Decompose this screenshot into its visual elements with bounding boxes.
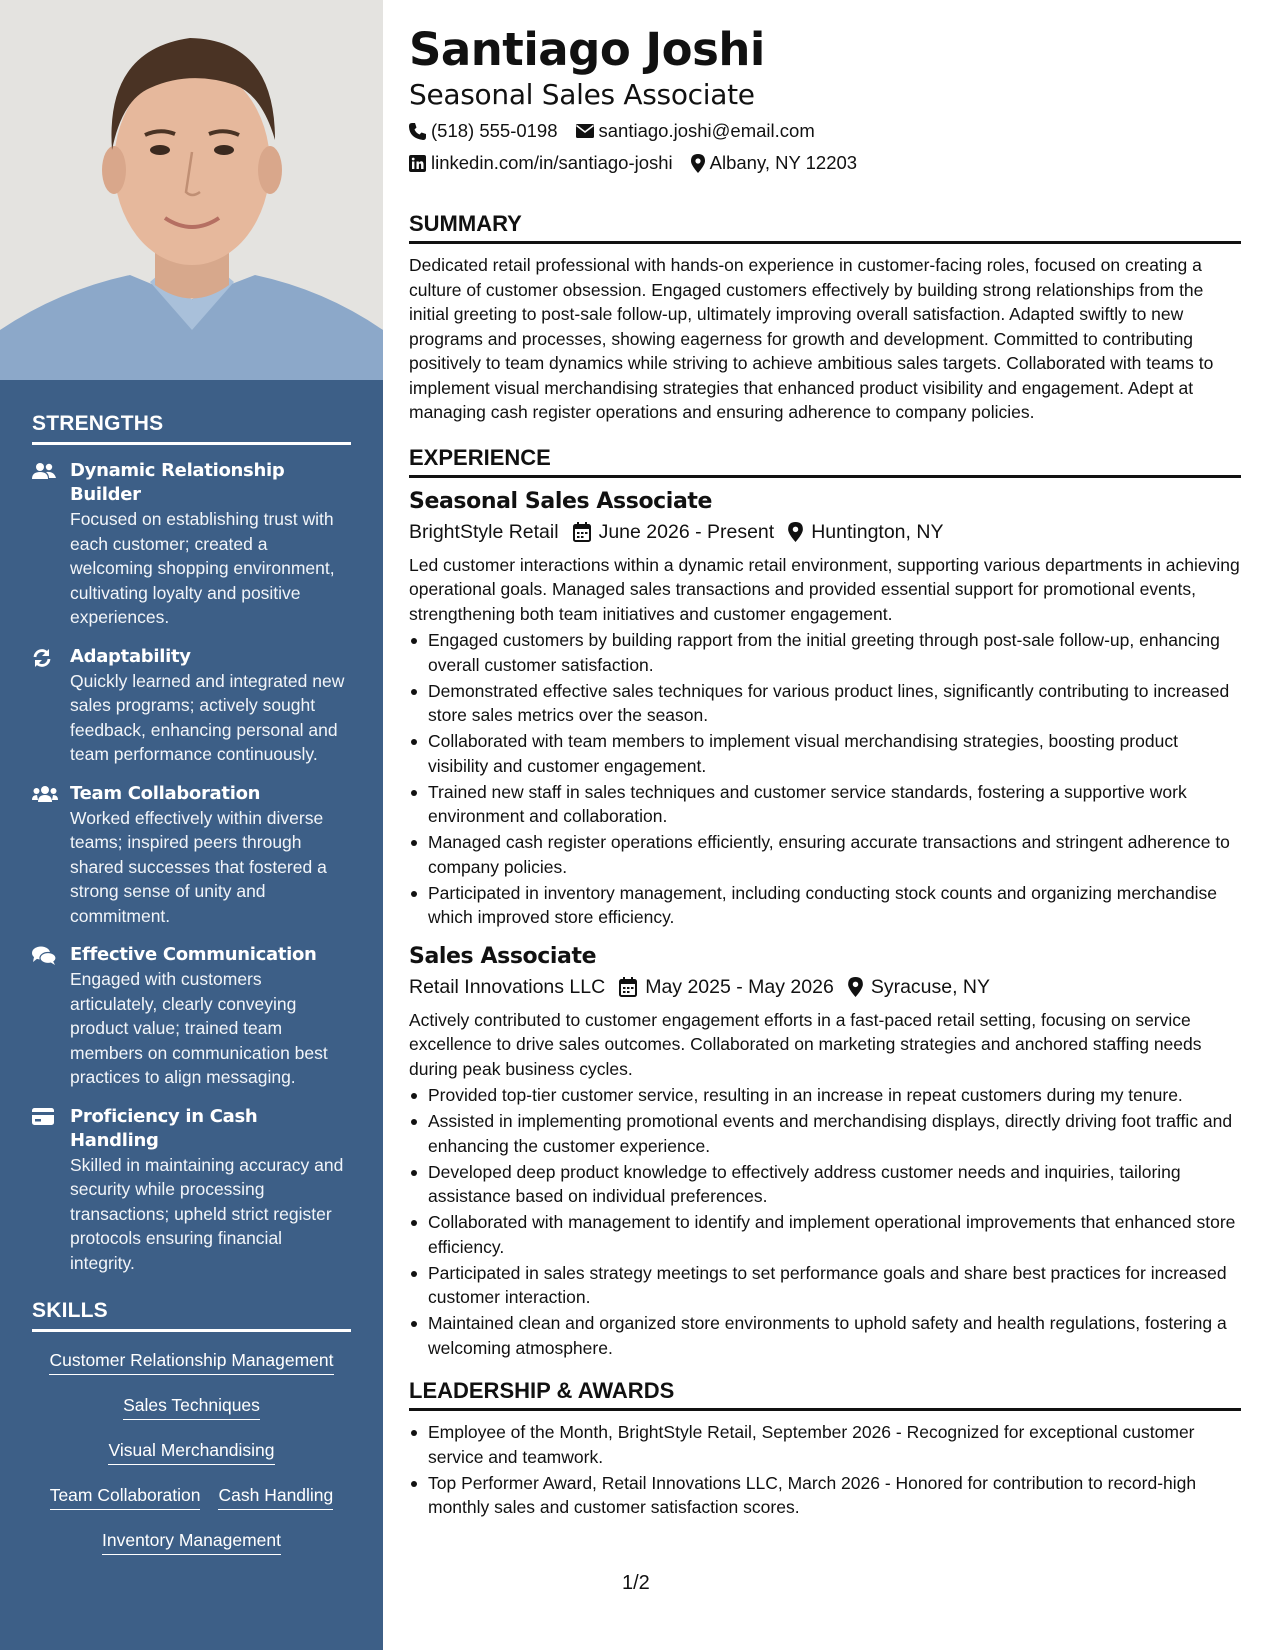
job-bullet: Trained new staff in sales techniques and customer service standards, fostering a supportive work environment and collaboration.: [409, 780, 1241, 829]
job-company: Retail Innovations LLC: [409, 975, 606, 998]
envelope-icon: [576, 124, 594, 138]
strength-title: Team Collaboration: [70, 782, 261, 804]
main-content: [409, 0, 1241, 1521]
job-bullet: Maintained clean and organized store environments to uphold safety and health regulations, fostering a welcoming atmosphere.: [409, 1311, 1241, 1360]
strength-item: [32, 943, 351, 1090]
summary-text: Dedicated retail professional with hands-on experience in customer-facing roles, focused on creating a culture of customer obsession. Engaged customers effectively by building strong relationships from the initial greeting to post-sale follow-up, ultimately improving overall satisfaction. Adapted swiftly to new programs and processes, showing eagerness for growth and development. Committed to contributing positively to team dynamics while striving to achieve ambitious sales targets. Collaborated with teams to implement visual merchandising strategies that enhanced product visibility and engagement. Adept at managing cash register operations and ensuring adherence to company policies.: [409, 255, 1214, 422]
award-item: Employee of the Month, BrightStyle Retail, September 2026 - Recognized for exceptional customer service and teamwork.: [409, 1420, 1241, 1469]
job-bullet: Collaborated with team members to implement visual merchandising strategies, boosting product visibility and customer engagement.: [409, 729, 1241, 778]
job-bullet: Participated in sales strategy meetings to set performance goals and share best practices for increased customer interaction.: [409, 1261, 1241, 1310]
experience-heading: EXPERIENCE: [409, 445, 1241, 478]
job-entry: [409, 487, 1241, 930]
phone-icon: [409, 123, 426, 140]
skill-tag: Cash Handling: [218, 1485, 333, 1510]
strength-item: [32, 459, 351, 630]
job-bullet: Engaged customers by building rapport from the initial greeting through post-sale follow-up, enhancing overall customer satisfaction.: [409, 628, 1241, 677]
strength-item: [32, 645, 351, 767]
refresh-icon: [32, 645, 70, 767]
strength-item: [32, 1105, 351, 1276]
linkedin-text: linkedin.com/in/santiago-joshi: [431, 152, 673, 173]
job-meta: [409, 972, 1241, 1002]
map-pin-icon: [848, 977, 863, 997]
strength-title: Proficiency in Cash Handling: [70, 1105, 258, 1151]
job-role: Sales Associate: [409, 943, 597, 969]
award-item: Top Performer Award, Retail Innovations LLC, March 2026 - Honored for contribution to record-high monthly sales and customer satisfaction scores.: [409, 1471, 1241, 1520]
calendar-icon: [573, 522, 591, 542]
profile-photo: [0, 0, 383, 380]
job-bullets: [409, 1083, 1241, 1360]
skills-list: [32, 1350, 351, 1555]
location-contact: [691, 149, 857, 177]
linkedin-contact[interactable]: [409, 149, 673, 177]
phone-text: (518) 555-0198: [431, 120, 558, 141]
job-bullet: Participated in inventory management, including conducting stock counts and organizing merchandise which improved store efficiency.: [409, 881, 1241, 930]
strength-desc: Focused on establishing trust with each customer; created a welcoming shopping environment, cultivating loyalty and positive experiences.: [70, 509, 335, 627]
job-dates: June 2026 - Present: [598, 520, 775, 543]
skill-tag: Visual Merchandising: [108, 1440, 274, 1465]
job-bullet: Demonstrated effective sales techniques for various product lines, significantly contributing to increased store sales metrics over the season.: [409, 679, 1241, 728]
job-bullet: Collaborated with management to identify and implement operational improvements that enhanced store efficiency.: [409, 1210, 1241, 1259]
strength-desc: Skilled in maintaining accuracy and security while processing transactions; upheld strict register protocols ensuring financial integrity.: [70, 1154, 344, 1273]
strength-item: [32, 782, 351, 929]
job-bullet: Developed deep product knowledge to effectively address customer needs and inquiries, tailoring assistance based on individual preferences.: [409, 1160, 1241, 1209]
credit-card-icon: [32, 1105, 70, 1276]
email-contact[interactable]: [576, 117, 815, 145]
email-text: santiago.joshi@email.com: [598, 120, 815, 141]
sidebar-content: [32, 412, 351, 1555]
linkedin-icon: [409, 155, 426, 172]
contact-row: [409, 149, 1241, 177]
job-bullet: Assisted in implementing promotional events and merchandising displays, directly driving foot traffic and enhancing the customer experience.: [409, 1109, 1241, 1158]
strength-desc: Worked effectively within diverse teams; inspired peers through shared successes that fostered a strong sense of unity and commitment.: [70, 807, 327, 926]
job-company: BrightStyle Retail: [409, 520, 559, 543]
strengths-heading: STRENGTHS: [32, 412, 351, 445]
skill-tag: Team Collaboration: [50, 1485, 201, 1510]
calendar-icon: [619, 977, 637, 997]
strength-desc: Quickly learned and integrated new sales programs; actively sought feedback, enhancing personal and team performance continuously.: [70, 670, 345, 764]
strength-title: Dynamic Relationship Builder: [70, 460, 285, 505]
team-icon: [32, 782, 70, 929]
job-location: Syracuse, NY: [870, 975, 991, 998]
skill-tag: Sales Techniques: [123, 1395, 260, 1420]
phone-contact: [409, 117, 558, 145]
job-bullet: Managed cash register operations efficiently, ensuring accurate transactions and stringent adherence to company policies.: [409, 830, 1241, 879]
candidate-name: Santiago Joshi: [409, 23, 765, 76]
job-bullet: Provided top-tier customer service, resulting in an increase in repeat customers during my tenure.: [409, 1083, 1241, 1108]
job-meta: [409, 517, 1241, 547]
job-location: Huntington, NY: [811, 520, 944, 543]
users-icon: [32, 459, 70, 630]
awards-list: [409, 1420, 1241, 1520]
strength-title: Adaptability: [70, 645, 191, 667]
location-text: Albany, NY 12203: [709, 152, 858, 173]
skill-tag: Inventory Management: [102, 1530, 281, 1555]
job-entry: [409, 942, 1241, 1361]
job-dates: May 2025 - May 2026: [645, 975, 834, 998]
skill-tag: Customer Relationship Management: [49, 1350, 333, 1375]
map-pin-icon: [691, 154, 705, 173]
job-description: Actively contributed to customer engagement efforts in a fast-paced retail setting, focusing on service excellence to drive sales outcomes. Collaborated on marketing strategies and anchored staffing needs during peak business cycles.: [409, 1009, 1202, 1079]
candidate-title: Seasonal Sales Associate: [409, 78, 755, 111]
job-bullets: [409, 628, 1241, 930]
page-number: 1/2: [622, 1572, 650, 1594]
job-description: Led customer interactions within a dynamic retail environment, supporting various departments in achieving operational goals. Managed sales transactions and provided essential support for promotional events, strengthening both team initiatives and customer engagement.: [409, 554, 1240, 624]
chat-icon: [32, 943, 70, 1090]
summary-heading: SUMMARY: [409, 211, 1241, 244]
map-pin-icon: [788, 522, 803, 542]
leadership-heading: LEADERSHIP & AWARDS: [409, 1378, 1241, 1411]
skills-heading: SKILLS: [32, 1299, 351, 1332]
contact-row: [409, 117, 1241, 145]
strength-title: Effective Communication: [70, 944, 317, 965]
job-role: Seasonal Sales Associate: [409, 488, 713, 514]
sidebar: [0, 0, 383, 1650]
strength-desc: Engaged with customers articulately, clearly conveying product value; trained team members on communication best practices to align messaging.: [70, 969, 328, 1087]
